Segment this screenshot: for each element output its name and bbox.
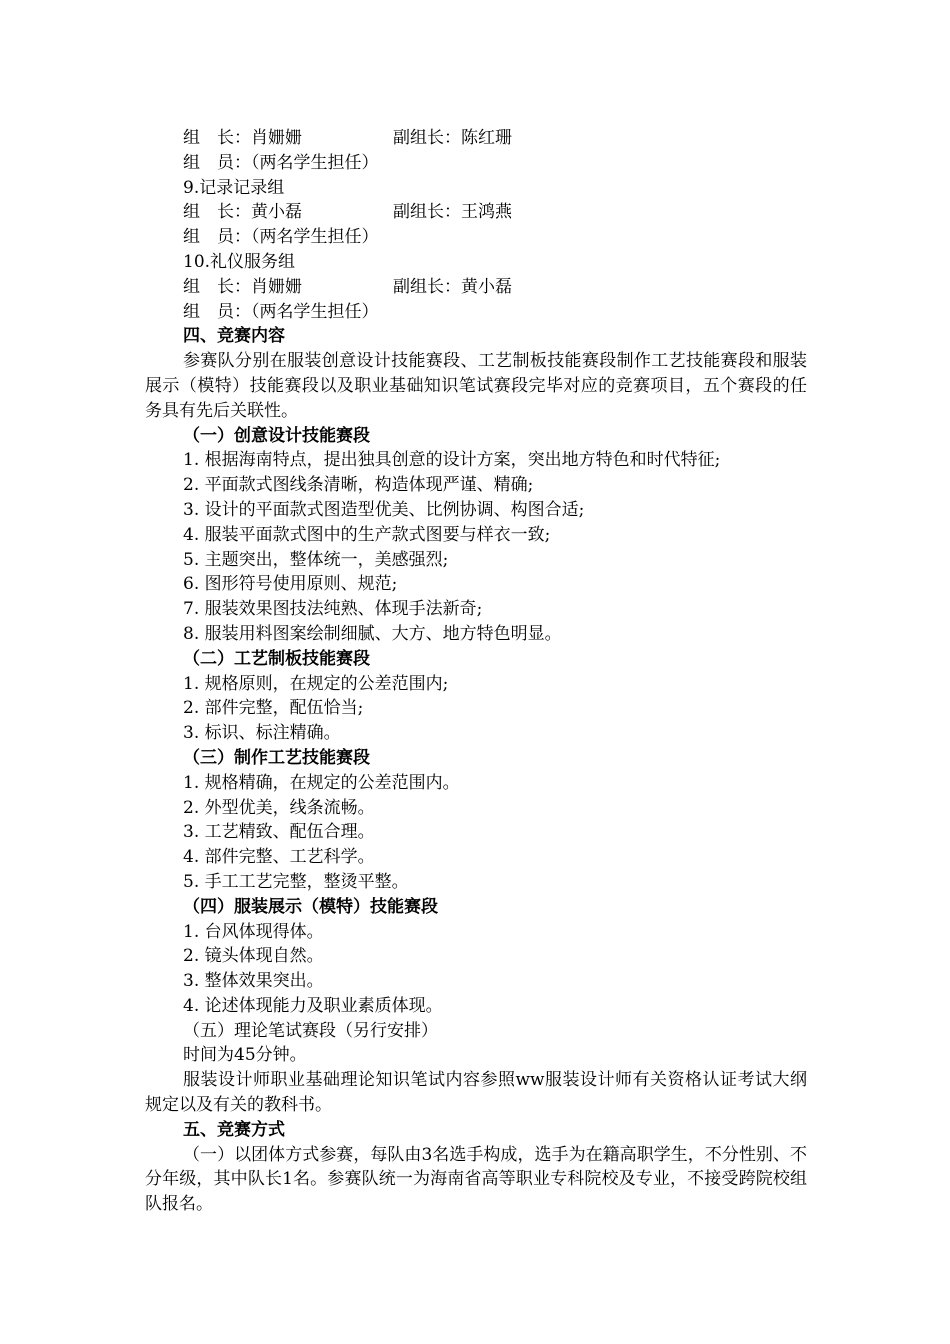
org-row-leaders xyxy=(145,275,807,300)
list-item: 6. 图形符号使用原则、规范; xyxy=(183,574,398,595)
deputy-text: 副组长：陈红珊 xyxy=(393,128,512,148)
org-row-members: 组 员：（两名学生担任） xyxy=(183,227,379,248)
list-item: 3. 设计的平面款式图造型优美、比例协调、构图合适; xyxy=(183,499,585,520)
list-item: 2. 平面款式图线条清晰，构造体现严谨、精确; xyxy=(183,475,534,496)
list-item: 5. 主题突出，整体统一，美感强烈; xyxy=(183,549,449,570)
list-item: 3. 整体效果突出。 xyxy=(183,971,324,992)
leader-text: 组 长：肖姗姗 xyxy=(183,128,302,148)
list-item: 3. 工艺精致、配伍合理。 xyxy=(183,822,375,843)
subsection-heading: （二）工艺制板技能赛段 xyxy=(183,648,370,669)
section-heading: 五、竞赛方式 xyxy=(183,1119,285,1140)
list-item: 2. 镜头体现自然。 xyxy=(183,946,324,967)
subsection-heading: （四）服装展示（模特）技能赛段 xyxy=(183,896,438,917)
deputy-text: 副组长：黄小磊 xyxy=(393,276,512,297)
leader-text: 组 长：黄小磊 xyxy=(183,202,302,223)
list-item: 1. 根据海南特点，提出独具创意的设计方案，突出地方特色和时代特征; xyxy=(183,450,721,471)
list-item: 7. 服装效果图技法纯熟、体现手法新奇; xyxy=(183,599,483,620)
group-title: 10.礼仪服务组 xyxy=(183,251,296,272)
list-item: 1. 规格原则，在规定的公差范围内; xyxy=(183,673,449,694)
leader-text: 组 长：肖姗姗 xyxy=(183,276,302,297)
subsection-heading: （三）制作工艺技能赛段 xyxy=(183,747,370,768)
exam-time: 时间为45分钟。 xyxy=(183,1045,307,1066)
list-item: 4. 论述体现能力及职业素质体现。 xyxy=(183,995,443,1016)
subsection-heading: （一）创意设计技能赛段 xyxy=(183,425,370,446)
list-item: 4. 部件完整、工艺科学。 xyxy=(183,847,375,868)
list-item: 3. 标识、标注精确。 xyxy=(183,723,341,744)
exam-description-paragraph: 服装设计师职业基础理论知识笔试内容参照ww服装设计师有关资格认证考试大纲规定以及有关的教科书。 xyxy=(145,1070,807,1116)
list-item: 2. 外型优美，线条流畅。 xyxy=(183,797,375,818)
deputy-text: 副组长：王鸿燕 xyxy=(393,202,512,223)
list-item: 2. 部件完整，配伍恰当; xyxy=(183,698,364,719)
list-item: 1. 台风体现得体。 xyxy=(183,921,324,942)
org-row-members: 组 员：（两名学生担任） xyxy=(183,301,379,322)
org-row-leaders xyxy=(145,126,807,151)
group-title: 9.记录记录组 xyxy=(183,177,285,198)
list-item: 1. 规格精确，在规定的公差范围内。 xyxy=(183,772,460,793)
org-row-leaders xyxy=(145,200,807,225)
section-intro-paragraph: 参赛队分别在服装创意设计技能赛段、工艺制板技能赛段制作工艺技能赛段和服装展示（模特）技能赛段以及职业基础知识笔试赛段完毕对应的竞赛项目，五个赛段的任务具有先后关联性。 xyxy=(145,351,807,421)
section-heading: 四、竞赛内容 xyxy=(183,326,285,347)
list-item: 8. 服装用料图案绘制细腻、大方、地方特色明显。 xyxy=(183,623,562,644)
document-body xyxy=(145,126,807,1217)
subsection-heading: （五）理论笔试赛段（另行安排） xyxy=(183,1020,438,1041)
org-row-members: 组 员：（两名学生担任） xyxy=(183,152,379,173)
list-item: 5. 手工工艺完整，整烫平整。 xyxy=(183,871,409,892)
list-item: 4. 服装平面款式图中的生产款式图要与样衣一致; xyxy=(183,524,551,545)
competition-method-paragraph: （一）以团体方式参赛，每队由3名选手构成，选手为在籍高职学生，不分性别、不分年级，其中队长1名。参赛队统一为海南省高等职业专科院校及专业，不接受跨院校组队报名。 xyxy=(145,1144,807,1215)
